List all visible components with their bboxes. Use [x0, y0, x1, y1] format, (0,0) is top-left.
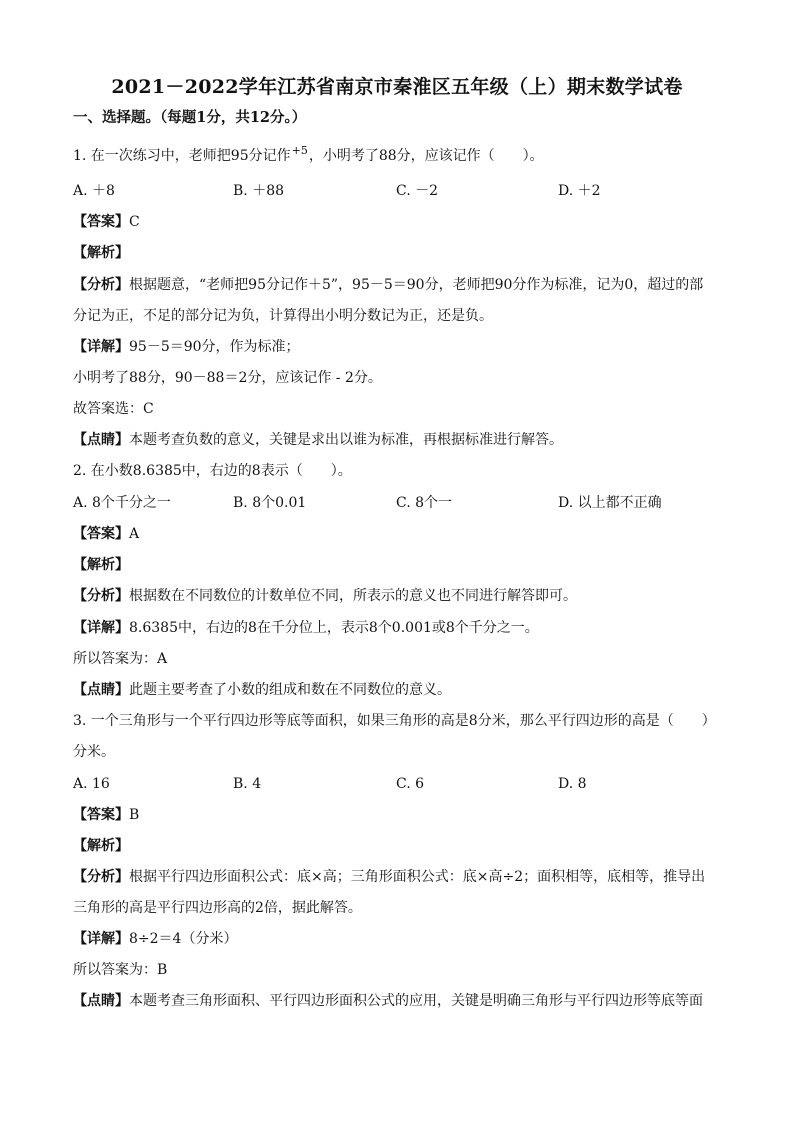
question-1-xiangjie [73, 337, 723, 357]
question-2-xiangjie [73, 618, 723, 638]
xiangjie-label: 【详解】 [73, 620, 129, 636]
question-1-conclusion: 故答案选：C [73, 401, 154, 417]
xiangjie-text: 8.6385中，右边的8在千分位上，表示8个0.001或8个千分之一。 [129, 620, 539, 636]
question-2-dianjing [73, 680, 723, 700]
question-2-fenxi [73, 586, 723, 606]
question-2-option-b: B. 8个0.01 [233, 495, 307, 511]
answer-label: 【答案】 [73, 807, 129, 823]
fenxi-text: 根据题意，“老师把95分记作＋5”，95－5＝90分，老师把90分作为标准，记为0，超过的部 [129, 277, 704, 293]
question-1-stem [73, 146, 723, 167]
question-1-superscript: +5 [291, 144, 308, 157]
question-2-answer [73, 524, 723, 544]
question-3-xiangjie [73, 929, 723, 949]
question-1-answer [73, 212, 723, 232]
fenxi-label: 【分析】 [73, 588, 129, 604]
question-2-jiexi [73, 555, 723, 575]
jiexi-label: 【解析】 [73, 838, 129, 854]
question-1-dianjing [73, 430, 723, 450]
question-3-fenxi-cont: 三角形的高是平行四边形高的2倍，据此解答。 [73, 900, 362, 916]
answer-label: 【答案】 [73, 214, 129, 230]
question-3-option-c: C. 6 [396, 776, 425, 792]
answer-value: A [129, 526, 140, 542]
question-3-option-a: A. 16 [73, 776, 110, 792]
dianjing-label: 【点睛】 [73, 993, 129, 1009]
answer-value: B [129, 807, 140, 823]
jiexi-label: 【解析】 [73, 245, 129, 261]
question-3-option-b: B. 4 [233, 776, 262, 792]
question-1-xiangjie-cont: 小明考了88分，90－88＝2分，应该记作 - 2分。 [73, 370, 382, 386]
question-3-dianjing [73, 991, 723, 1011]
dianjing-text: 本题考查三角形面积、平行四边形面积公式的应用，关键是明确三角形与平行四边形等底等面 [129, 993, 703, 1009]
fenxi-text: 根据数在不同数位的计数单位不同，所表示的意义也不同进行解答即可。 [129, 588, 577, 604]
answer-value: C [129, 214, 140, 230]
xiangjie-text: 8÷2＝4（分米） [129, 931, 238, 947]
question-1-fenxi-cont: 分记为正，不足的部分记为负，计算得出小明分数记为正，还是负。 [73, 308, 493, 324]
section-heading: 一、选择题。（每题1分，共12分。） [73, 109, 307, 126]
question-3-stem: 3. 一个三角形与一个平行四边形等底等面积，如果三角形的高是8分米，那么平行四边形的高是（ ） [73, 713, 716, 729]
question-3-stem-cont: 分米。 [73, 744, 115, 760]
question-1-fenxi [73, 275, 723, 295]
question-3-answer [73, 805, 723, 825]
question-2-option-a: A. 8个千分之一 [73, 495, 171, 511]
page-title: 2021－2022学年江苏省南京市秦淮区五年级（上）期末数学试卷 [111, 76, 683, 98]
question-1-option-c: C. －2 [396, 183, 439, 199]
dianjing-label: 【点睛】 [73, 432, 129, 448]
xiangjie-label: 【详解】 [73, 339, 129, 355]
xiangjie-label: 【详解】 [73, 931, 129, 947]
question-3-conclusion: 所以答案为：B [73, 962, 168, 978]
question-2-conclusion: 所以答案为：A [73, 651, 168, 667]
answer-label: 【答案】 [73, 526, 129, 542]
dianjing-text: 本题考查负数的意义，关键是求出以谁为标准，再根据标准进行解答。 [129, 432, 563, 448]
question-2-option-c: C. 8个一 [396, 495, 453, 511]
dianjing-text: 此题主要考查了小数的组成和数在不同数位的意义。 [129, 682, 451, 698]
question-1-option-d: D. ＋2 [558, 183, 601, 199]
xiangjie-text: 95－5＝90分，作为标准； [129, 339, 300, 355]
jiexi-label: 【解析】 [73, 557, 129, 573]
question-3-jiexi [73, 836, 723, 856]
fenxi-text: 根据平行四边形面积公式：底×高；三角形面积公式：底×高÷2；面积相等，底相等，推导出 [129, 869, 706, 885]
question-3-fenxi [73, 867, 723, 887]
fenxi-label: 【分析】 [73, 869, 129, 885]
question-3-option-d: D. 8 [558, 776, 587, 792]
question-1-stem-text: 1. 在一次练习中，老师把95分记作 [73, 148, 291, 164]
fenxi-label: 【分析】 [73, 277, 129, 293]
question-1-stem-text-end: ，小明考了88分，应该记作（ ）。 [308, 148, 544, 164]
dianjing-label: 【点睛】 [73, 682, 129, 698]
question-1-option-b: B. ＋88 [233, 183, 285, 199]
question-2-option-d: D. 以上都不正确 [558, 495, 662, 511]
question-1-option-a: A. ＋8 [73, 183, 115, 199]
question-2-stem: 2. 在小数8.6385中，右边的8表示（ ）。 [73, 463, 352, 479]
question-1-jiexi [73, 243, 723, 263]
